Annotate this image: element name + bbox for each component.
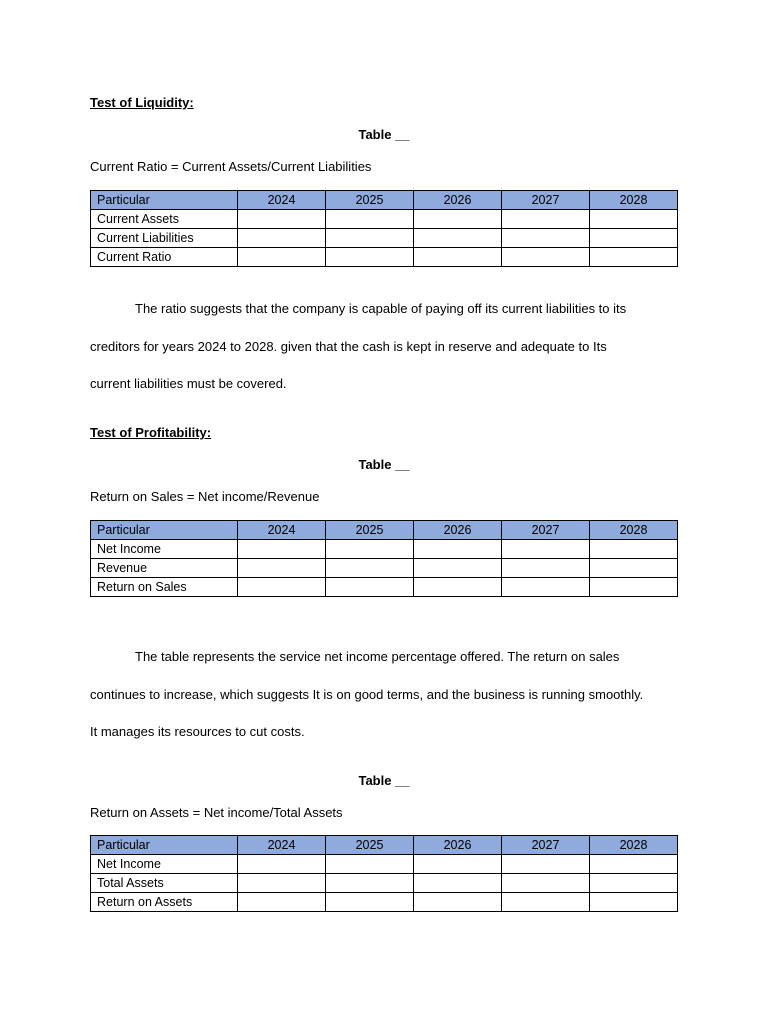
table-row	[91, 248, 678, 267]
assets-table	[90, 835, 678, 912]
table-cell	[238, 874, 326, 893]
return-on-sales-formula: Return on Sales = Net income/Revenue	[90, 489, 320, 504]
table-cell	[502, 855, 590, 874]
table-cell	[326, 248, 414, 267]
table-cell	[414, 559, 502, 578]
table-cell	[326, 540, 414, 559]
profitability-paragraph	[90, 638, 680, 751]
table-header-cell: 2024	[238, 191, 326, 210]
table-row	[91, 210, 678, 229]
table-cell	[238, 248, 326, 267]
table-cell	[238, 210, 326, 229]
table-header-cell: 2027	[502, 191, 590, 210]
table-header-cell: Particular	[91, 836, 238, 855]
table-cell	[502, 559, 590, 578]
table-row	[91, 874, 678, 893]
paragraph-line: The ratio suggests that the company is capable of paying off its current liabilities to its	[135, 301, 627, 316]
table-header-cell: 2025	[326, 521, 414, 540]
table-cell	[326, 893, 414, 912]
table-cell	[326, 210, 414, 229]
table-cell	[238, 855, 326, 874]
table-cell	[502, 893, 590, 912]
table-header-cell: Particular	[91, 191, 238, 210]
row-label: Current Liabilities	[91, 229, 238, 248]
table-header-cell: 2025	[326, 836, 414, 855]
table-cell	[326, 559, 414, 578]
table-cell	[502, 210, 590, 229]
table-header-cell: 2028	[590, 836, 678, 855]
table-header-cell: 2026	[414, 521, 502, 540]
table-header-cell: 2024	[238, 836, 326, 855]
table-cell	[326, 855, 414, 874]
liquidity-table-caption: Table __	[358, 127, 410, 142]
row-label: Return on Assets	[91, 893, 238, 912]
paragraph-line: current liabilities must be covered.	[90, 376, 287, 391]
table-cell	[414, 578, 502, 597]
row-label: Current Assets	[91, 210, 238, 229]
table-header-cell: 2026	[414, 836, 502, 855]
table-row	[91, 893, 678, 912]
table-cell	[590, 559, 678, 578]
liquidity-paragraph	[90, 290, 680, 403]
table-header-cell: 2028	[590, 191, 678, 210]
table-cell	[414, 540, 502, 559]
table-cell	[590, 540, 678, 559]
table-header-cell: 2026	[414, 191, 502, 210]
row-label: Net Income	[91, 855, 238, 874]
table-cell	[502, 578, 590, 597]
table-cell	[326, 874, 414, 893]
table-cell	[414, 248, 502, 267]
table-header-cell: Particular	[91, 521, 238, 540]
table-header-row	[91, 521, 678, 540]
table-cell	[414, 874, 502, 893]
row-label: Net Income	[91, 540, 238, 559]
liquidity-heading: Test of Liquidity:	[90, 95, 194, 110]
row-label: Return on Sales	[91, 578, 238, 597]
table-cell	[238, 540, 326, 559]
table-header-cell: 2027	[502, 521, 590, 540]
paragraph-line: The table represents the service net income percentage offered. The return on sales	[135, 649, 620, 664]
table-cell	[414, 855, 502, 874]
table-cell	[238, 578, 326, 597]
profitability-table	[90, 520, 678, 597]
table-cell	[590, 210, 678, 229]
table-cell	[414, 893, 502, 912]
assets-table-caption: Table __	[358, 773, 410, 788]
table-header-cell: 2027	[502, 836, 590, 855]
table-row	[91, 540, 678, 559]
table-cell	[238, 893, 326, 912]
table-row	[91, 559, 678, 578]
row-label: Total Assets	[91, 874, 238, 893]
table-header-cell: 2028	[590, 521, 678, 540]
table-cell	[590, 229, 678, 248]
table-row	[91, 578, 678, 597]
table-header-row	[91, 836, 678, 855]
table-header-cell: 2024	[238, 521, 326, 540]
liquidity-table	[90, 190, 678, 267]
table-cell	[414, 210, 502, 229]
table-cell	[414, 229, 502, 248]
return-on-assets-formula: Return on Assets = Net income/Total Assets	[90, 805, 343, 820]
table-header-cell: 2025	[326, 191, 414, 210]
current-ratio-formula: Current Ratio = Current Assets/Current Liabilities	[90, 159, 372, 174]
table-cell	[238, 559, 326, 578]
table-cell	[326, 578, 414, 597]
paragraph-line: It manages its resources to cut costs.	[90, 724, 305, 739]
paragraph-line: continues to increase, which suggests It is on good terms, and the business is running smoothly.	[90, 686, 644, 702]
table-cell	[502, 540, 590, 559]
profitability-heading: Test of Profitability:	[90, 425, 212, 440]
table-cell	[502, 229, 590, 248]
table-cell	[502, 248, 590, 267]
table-cell	[326, 229, 414, 248]
row-label: Current Ratio	[91, 248, 238, 267]
table-cell	[590, 248, 678, 267]
profitability-table-caption: Table __	[358, 457, 410, 472]
table-cell	[590, 874, 678, 893]
table-cell	[590, 855, 678, 874]
table-cell	[502, 874, 590, 893]
table-row	[91, 855, 678, 874]
table-cell	[590, 893, 678, 912]
table-header-row	[91, 191, 678, 210]
row-label: Revenue	[91, 559, 238, 578]
paragraph-line: creditors for years 2024 to 2028. given that the cash is kept in reserve and adequate to Its	[90, 338, 607, 354]
table-row	[91, 229, 678, 248]
table-cell	[590, 578, 678, 597]
table-cell	[238, 229, 326, 248]
